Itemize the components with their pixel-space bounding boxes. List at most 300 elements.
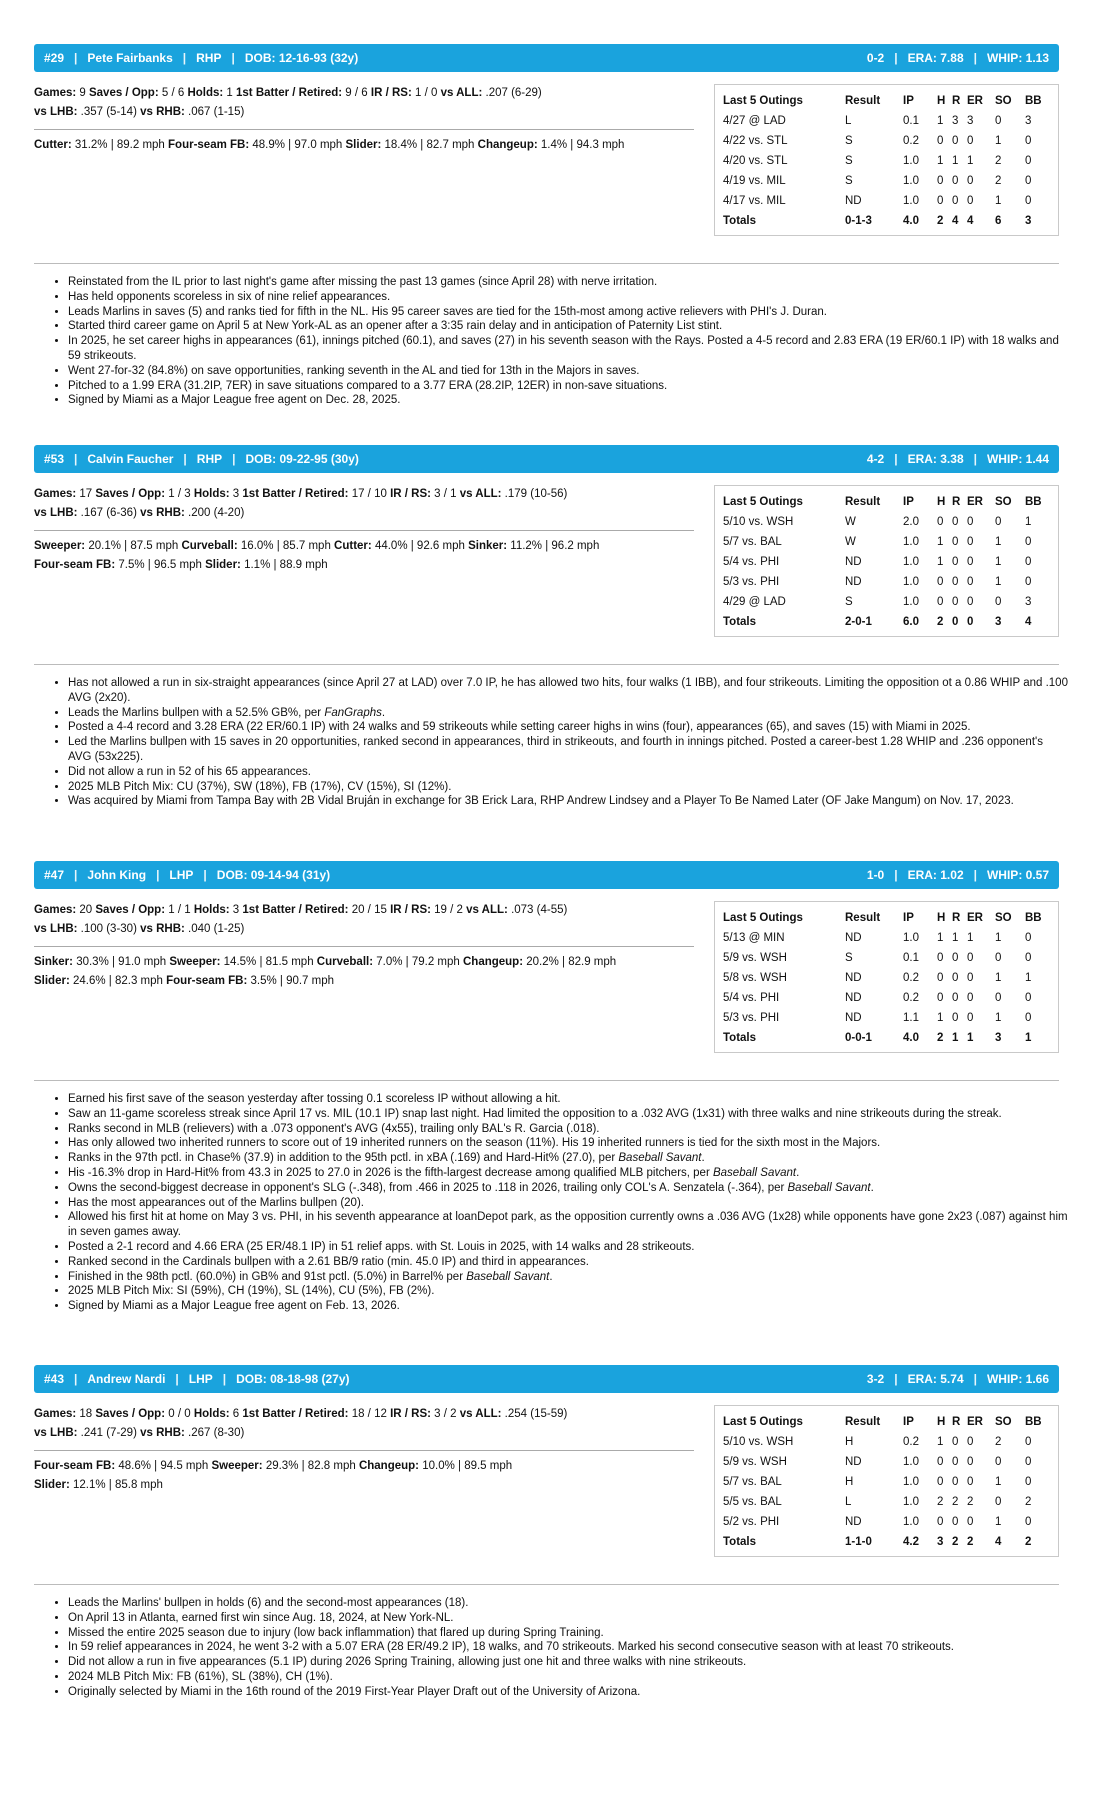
outing-cell: 1 (995, 1476, 1002, 1488)
outing-row (723, 1432, 1050, 1452)
outing-row (723, 1452, 1050, 1472)
stat-label: vs LHB: (34, 106, 78, 118)
stat-label: IR / RS: (390, 488, 431, 500)
player-name: Andrew Nardi (87, 1372, 166, 1386)
note-text: Owns the second-biggest decrease in opponent's SLG (-.348), from .466 in 2025 to .118 in 2026, trailing only COL's A. Senzatela (-.364), per (68, 1181, 788, 1194)
outing-cell: 0 (952, 1436, 959, 1448)
column-header: ER (967, 95, 983, 107)
totals-cell: 3 (995, 616, 1002, 628)
outing-cell: 5/3 vs. PHI (723, 1012, 780, 1024)
column-header: Result (845, 1416, 881, 1428)
totals-cell: 3 (937, 1536, 944, 1548)
pitch-type: Curveball: (181, 540, 238, 552)
outing-cell: 0 (1025, 1012, 1032, 1024)
stat-label: Saves / Opp: (88, 87, 159, 99)
banner-separator: | (894, 868, 898, 882)
outing-cell: 1 (937, 536, 944, 548)
column-header: Last 5 Outings (723, 496, 803, 508)
era-value: ERA: 3.38 (907, 452, 964, 466)
note-item: • Posted a 2-1 record and 4.66 ERA (25 ER/48.1 IP) in 51 relief apps. with St. Louis in 2025, with 14 walks and 28 strikeouts. (68, 1240, 1068, 1255)
totals-cell: 3 (995, 1032, 1002, 1044)
outing-row (723, 191, 1050, 211)
totals-cell: Totals (723, 215, 757, 227)
outing-cell: 2 (952, 1496, 959, 1508)
column-header: Last 5 Outings (723, 95, 803, 107)
outing-row (723, 1472, 1050, 1492)
outing-cell: ND (845, 932, 862, 944)
player-name: Pete Fairbanks (87, 51, 173, 65)
stat-value: .241 (7-29) (77, 1427, 141, 1439)
note-item: • Led the Marlins bullpen with 15 saves in 20 opportunities, ranked second in appearances, third in strikeouts, and fourth in innings pitched. Posted a career-best 1.28 WHIP and .236 opponent's AVG (53x225). (68, 735, 1068, 765)
outing-cell: 0 (967, 556, 974, 568)
outing-cell: 0 (937, 596, 944, 608)
outing-cell: 1.0 (903, 1476, 919, 1488)
note-text: . (701, 1152, 705, 1165)
pitch-usage-velo: 7.0% | 79.2 mph (373, 956, 463, 968)
player-number: #53 (44, 452, 65, 466)
pitch-usage-velo: 1.1% | 88.9 mph (240, 559, 328, 571)
outing-cell: 0 (967, 596, 974, 608)
outing-cell: 0.2 (903, 1436, 919, 1448)
note-item (68, 1181, 1068, 1196)
banner-separator: | (894, 1372, 898, 1386)
outing-cell: 0 (995, 1456, 1002, 1468)
note-text: Finished in the 98th pctl. (60.0%) in GB% and 91st pctl. (5.0%) in Barrel% per (68, 1270, 467, 1283)
outing-cell: 0 (1025, 952, 1032, 964)
note-item: • Leads Marlins in saves (5) and ranks tied for fifth in the NL. His 95 career saves are tied for the 15th-most among active relievers with PHI's J. Duran. (68, 305, 1068, 320)
note-item (68, 1270, 1068, 1285)
era-value: ERA: 1.02 (907, 868, 964, 882)
column-header: BB (1025, 912, 1042, 924)
era-value: ERA: 7.88 (907, 51, 964, 65)
player-banner (34, 861, 1059, 889)
outing-cell: 0 (952, 576, 959, 588)
source-citation: Baseball Savant (466, 1270, 550, 1283)
source-citation: Baseball Savant (712, 1166, 797, 1179)
win-loss-record: 0-2 (866, 51, 885, 65)
banner-separator: | (973, 1372, 977, 1386)
outing-cell: 5/5 vs. BAL (723, 1496, 782, 1508)
outing-cell: 5/7 vs. BAL (723, 536, 782, 548)
note-item: • Signed by Miami as a Major League free agent on Dec. 28, 2025. (68, 393, 1068, 408)
outing-cell: 1 (952, 932, 959, 944)
outing-cell: 0 (967, 516, 974, 528)
stat-value: .100 (3-30) (77, 923, 141, 935)
section-divider (34, 664, 1059, 665)
outing-cell: 0.2 (903, 135, 919, 147)
totals-cell: 2 (937, 616, 944, 628)
totals-cell: 4 (967, 215, 974, 227)
outing-cell: 4/27 @ LAD (723, 115, 786, 127)
last-5-outings-table (714, 1405, 1059, 1557)
outing-row (723, 151, 1050, 171)
pitch-type: Sinker: (34, 956, 73, 968)
section-divider (34, 263, 1059, 264)
outing-cell: ND (845, 1456, 862, 1468)
outing-cell: 3 (952, 115, 959, 127)
note-item: • Earned his first save of the season yesterday after tossing 0.1 scoreless IP without allowing a hit. (68, 1092, 1068, 1107)
outing-cell: 1 (995, 135, 1002, 147)
totals-cell: 4 (1025, 616, 1032, 628)
outing-cell: 0 (995, 115, 1002, 127)
outing-cell: 1.0 (903, 155, 919, 167)
pitch-type: Cutter: (334, 540, 372, 552)
outing-cell: H (845, 1436, 854, 1448)
note-item: • 2025 MLB Pitch Mix: SI (59%), CH (19%), SL (14%), CU (5%), FB (2%). (68, 1284, 1068, 1299)
outing-row (723, 111, 1050, 131)
column-header: H (937, 1416, 946, 1428)
outing-cell: 4/29 @ LAD (723, 596, 786, 608)
banner-separator: | (182, 51, 187, 65)
outing-cell: 1 (937, 1012, 944, 1024)
whip-value: WHIP: 1.66 (986, 1372, 1049, 1386)
outing-cell: 2 (995, 1436, 1002, 1448)
outing-cell: 0.2 (903, 972, 919, 984)
outing-cell: 0 (1025, 1436, 1032, 1448)
outing-cell: W (845, 516, 856, 528)
outing-cell: 5/2 vs. PHI (723, 1516, 780, 1528)
pitch-mix-line (34, 537, 694, 556)
player-dob: DOB: 08-18-98 (27y) (236, 1372, 350, 1386)
outing-cell: 0 (937, 972, 944, 984)
stat-value: 0 / 0 (165, 1408, 194, 1420)
note-item: • Reinstated from the IL prior to last night's game after missing the past 13 games (since April 28) with nerve irritation. (68, 275, 1068, 290)
outing-cell: 0 (1025, 992, 1032, 1004)
note-item: • Did not allow a run in five appearances (5.1 IP) during 2026 Spring Training, allowing just one hit and three walks with nine strikeouts. (68, 1655, 1068, 1670)
stat-label: 1st Batter / Retired: (242, 488, 349, 500)
banner-separator: | (156, 868, 160, 882)
stat-label: vs LHB: (34, 1427, 78, 1439)
stat-label: 1st Batter / Retired: (236, 87, 343, 99)
outing-cell: 5/3 vs. PHI (723, 576, 780, 588)
player-number: #47 (44, 868, 65, 882)
outing-cell: 0 (1025, 135, 1032, 147)
stats-rule (34, 946, 694, 947)
outing-cell: 0 (952, 1476, 959, 1488)
totals-cell: 1 (952, 1032, 959, 1044)
banner-separator: | (973, 452, 977, 466)
banner-separator: | (232, 452, 236, 466)
season-summary (867, 452, 1049, 466)
outing-cell: ND (845, 195, 862, 207)
note-item: • Has held opponents scoreless in six of nine relief appearances. (68, 290, 1068, 305)
stat-value: 1 / 3 (165, 488, 194, 500)
pitch-usage-velo: 48.9% | 97.0 mph (249, 139, 346, 151)
note-text: Leads the Marlins bullpen with a 52.5% GB%, per (68, 706, 325, 719)
totals-cell: 4 (995, 1536, 1002, 1548)
player-throws: RHP (196, 51, 222, 65)
note-item: • Pitched to a 1.99 ERA (31.2IP, 7ER) in save situations compared to a 3.77 ERA (28.2IP, 12ER) in non-save situations. (68, 379, 1068, 394)
totals-cell: 4.0 (903, 1032, 919, 1044)
stat-value: 3 (229, 904, 243, 916)
outing-cell: 5/10 vs. WSH (723, 516, 794, 528)
stat-value: 3 (229, 488, 243, 500)
outing-cell: 1 (937, 932, 944, 944)
outing-cell: S (845, 155, 853, 167)
note-text: . (549, 1270, 553, 1283)
outing-cell: 0 (995, 516, 1002, 528)
totals-cell: 4.0 (903, 215, 919, 227)
outing-cell: 0 (1025, 556, 1032, 568)
outing-cell: 1 (1025, 972, 1032, 984)
outing-cell: 0 (937, 135, 944, 147)
outing-cell: 0 (967, 135, 974, 147)
outing-row (723, 1512, 1050, 1532)
outing-cell: 1 (995, 1012, 1002, 1024)
pitch-mix-line (34, 1457, 694, 1476)
player-notes-fairbanks (52, 275, 1068, 408)
pitch-mix-line (34, 972, 694, 991)
totals-cell: 2-0-1 (845, 616, 872, 628)
outing-cell: 0 (967, 992, 974, 1004)
stat-value: 17 (76, 488, 96, 500)
pitch-type: Sinker: (468, 540, 508, 552)
outing-cell: 0 (1025, 155, 1032, 167)
stat-value: .254 (15-59) (501, 1408, 568, 1420)
stat-value: .040 (1-25) (184, 923, 245, 935)
outing-cell: ND (845, 972, 862, 984)
note-item: • Went 27-for-32 (84.8%) on save opportunities, ranking seventh in the AL and tied for 13th in the Majors in saves. (68, 364, 1068, 379)
outing-cell: 1 (952, 155, 959, 167)
note-item: • 2024 MLB Pitch Mix: FB (61%), SL (38%), CH (1%). (68, 1670, 1068, 1685)
outing-cell: 0 (937, 992, 944, 1004)
outing-row (723, 592, 1050, 612)
note-item: • Leads the Marlins' bullpen in holds (6) and the second-most appearances (18). (68, 1596, 1068, 1611)
column-header: ER (967, 496, 983, 508)
stat-value: .167 (6-36) (77, 507, 141, 519)
totals-row (723, 211, 1050, 231)
column-header: BB (1025, 496, 1042, 508)
pitch-type: Four-seam FB: (168, 139, 250, 151)
stat-value: .200 (4-20) (184, 507, 245, 519)
player-banner (34, 44, 1059, 72)
player-card-fairbanks (34, 44, 1059, 227)
note-item: • On April 13 in Atlanta, earned first win since Aug. 18, 2024, at New York-NL. (68, 1611, 1068, 1626)
outing-cell: ND (845, 1012, 862, 1024)
stats-line (34, 1405, 694, 1424)
totals-cell: 2 (967, 1536, 974, 1548)
pitch-type: Slider: (345, 139, 382, 151)
outing-cell: 0 (952, 1012, 959, 1024)
pitch-usage-velo: 12.1% | 85.8 mph (69, 1479, 163, 1491)
outing-row (723, 171, 1050, 191)
outing-cell: 5/7 vs. BAL (723, 1476, 782, 1488)
outing-cell: 0 (967, 1516, 974, 1528)
outing-cell: 0 (937, 195, 944, 207)
player-number: #43 (44, 1372, 65, 1386)
usage-stats (34, 84, 694, 122)
usage-stats (34, 1405, 694, 1443)
outing-cell: L (845, 115, 852, 127)
player-name: John King (87, 868, 147, 882)
win-loss-record: 1-0 (866, 868, 885, 882)
stat-label: vs ALL: (459, 488, 502, 500)
banner-separator: | (894, 51, 898, 65)
player-card-faucher (34, 445, 1059, 628)
era-value: ERA: 5.74 (907, 1372, 964, 1386)
column-header: Result (845, 496, 881, 508)
stat-value: .357 (5-14) (77, 106, 141, 118)
outing-cell: 4/17 vs. MIL (723, 195, 786, 207)
banner-separator: | (74, 452, 78, 466)
outing-row (723, 131, 1050, 151)
table-header-row (723, 908, 1050, 928)
note-item: • Was acquired by Miami from Tampa Bay with 2B Vidal Bruján in exchange for 3B Erick Lara, RHP Andrew Lindsey and a Player To Be Named Later (OF Jake Mangum) on Nov. 17, 2023. (68, 794, 1068, 809)
outing-cell: ND (845, 556, 862, 568)
section-divider (34, 1080, 1059, 1081)
pitch-mix-line (34, 1476, 694, 1495)
outing-cell: 3 (1025, 115, 1032, 127)
outing-cell: 1 (937, 1436, 944, 1448)
stat-value: 9 (76, 87, 89, 99)
outing-cell: 0 (952, 536, 959, 548)
outing-cell: 0 (952, 556, 959, 568)
outing-cell: 1 (995, 1516, 1002, 1528)
outing-cell: 0 (952, 175, 959, 187)
stat-label: Saves / Opp: (95, 488, 166, 500)
stat-value: .207 (6-29) (482, 87, 542, 99)
pitch-usage-velo: 24.6% | 82.3 mph (69, 975, 167, 987)
note-item: • Signed by Miami as a Major League free agent on Feb. 13, 2026. (68, 1299, 1068, 1314)
totals-cell: Totals (723, 616, 757, 628)
outing-cell: 0 (995, 952, 1002, 964)
outing-cell: 2 (967, 1496, 974, 1508)
stat-value: 1 / 1 (165, 904, 194, 916)
note-item: • Allowed his first hit at home on May 3 vs. PHI, in his seventh appearance at loanDepot park, as the opposition currently owns a .036 AVG (1x28) while opponents have gone 2x23 (.087) against him in seven games away. (68, 1210, 1068, 1240)
outing-cell: 0.2 (903, 992, 919, 1004)
outing-cell: 0 (937, 952, 944, 964)
split-stats-line (34, 920, 694, 939)
pitch-usage-velo: 20.1% | 87.5 mph (85, 540, 182, 552)
column-header: H (937, 496, 946, 508)
stat-value: .267 (8-30) (184, 1427, 245, 1439)
source-citation: Baseball Savant (618, 1152, 702, 1165)
pitch-usage-velo: 18.4% | 82.7 mph (381, 139, 478, 151)
pitch-type: Slider: (34, 1479, 70, 1491)
outing-row (723, 512, 1050, 532)
banner-separator: | (175, 1372, 179, 1386)
totals-cell: 2 (1025, 1536, 1032, 1548)
whip-value: WHIP: 1.44 (986, 452, 1049, 466)
pitch-mix-line (34, 953, 694, 972)
outing-cell: 1.0 (903, 1516, 919, 1528)
stat-label: vs RHB: (140, 106, 185, 118)
outing-cell: S (845, 135, 853, 147)
outing-cell: 2 (995, 175, 1002, 187)
pitch-usage-velo: 20.2% | 82.9 mph (523, 956, 617, 968)
player-notes-nardi (52, 1596, 1068, 1700)
stat-value: 9 / 6 (342, 87, 371, 99)
player-number: #29 (44, 51, 65, 65)
note-text: Ranks in the 97th pctl. in Chase% (37.9) in addition to the 95th pctl. in xBA (.169) and Hard-Hit% (27.0), per (68, 1152, 619, 1165)
outing-cell: 0 (1025, 576, 1032, 588)
stats-rule (34, 129, 694, 130)
outing-cell: 0 (995, 1496, 1002, 1508)
usage-stats (34, 901, 694, 939)
outing-cell: 0 (967, 1012, 974, 1024)
totals-cell: 0-0-1 (845, 1032, 872, 1044)
note-item: • Posted a 4-4 record and 3.28 ERA (22 ER/60.1 IP) with 24 walks and 59 strikeouts while setting career highs in wins (four), appearances (65), and saves (15) with Miami in 2025. (68, 720, 1068, 735)
table-header-row (723, 1412, 1050, 1432)
stat-value: 20 (76, 904, 96, 916)
outing-cell: 2 (937, 1496, 944, 1508)
split-stats-line (34, 103, 694, 122)
pitch-usage-velo: 1.4% | 94.3 mph (537, 139, 625, 151)
pitch-type: Sweeper: (169, 956, 221, 968)
player-notes-faucher (52, 676, 1068, 809)
outing-cell: 2 (1025, 1496, 1032, 1508)
stat-label: Holds: (193, 1408, 230, 1420)
outing-cell: 5/10 vs. WSH (723, 1436, 794, 1448)
outing-cell: 0 (967, 1456, 974, 1468)
stat-value: 6 (229, 1408, 243, 1420)
outing-cell: 4/20 vs. STL (723, 155, 788, 167)
pitch-type: Sweeper: (211, 1460, 263, 1472)
totals-cell: Totals (723, 1536, 757, 1548)
note-item: • Ranked second in the Cardinals bullpen with a 2.61 BB/9 ratio (min. 45.0 IP) and third in appearances. (68, 1255, 1068, 1270)
outing-cell: 5/8 vs. WSH (723, 972, 787, 984)
stat-value: 19 / 2 (430, 904, 467, 916)
outing-cell: 2.0 (903, 516, 919, 528)
outing-row (723, 988, 1050, 1008)
outing-cell: 4/19 vs. MIL (723, 175, 786, 187)
outing-row (723, 1008, 1050, 1028)
outing-cell: ND (845, 576, 862, 588)
totals-cell: 1 (967, 1032, 974, 1044)
outing-cell: 3 (967, 115, 974, 127)
note-item (68, 706, 1068, 721)
banner-separator: | (973, 868, 977, 882)
outing-cell: ND (845, 1516, 862, 1528)
column-header: R (952, 1416, 961, 1428)
pitch-usage-velo: 48.6% | 94.5 mph (115, 1460, 212, 1472)
stat-value: .179 (10-56) (501, 488, 568, 500)
note-item: • 2025 MLB Pitch Mix: CU (37%), SW (18%), FB (17%), CV (15%), SI (12%). (68, 780, 1068, 795)
pitch-type: Four-seam FB: (34, 1460, 116, 1472)
stat-value: 20 / 15 (348, 904, 391, 916)
stat-label: Holds: (193, 488, 230, 500)
usage-stats (34, 485, 694, 523)
win-loss-record: 3-2 (866, 1372, 885, 1386)
stat-value: 18 / 12 (348, 1408, 391, 1420)
outing-cell: 5/9 vs. WSH (723, 1456, 787, 1468)
stat-label: IR / RS: (390, 904, 431, 916)
outing-cell: 1 (995, 536, 1002, 548)
pitch-usage-velo: 16.0% | 85.7 mph (237, 540, 335, 552)
banner-separator: | (74, 868, 78, 882)
pitch-usage-velo: 11.2% | 96.2 mph (507, 540, 600, 552)
totals-cell: 1 (1025, 1032, 1032, 1044)
outing-cell: 5/4 vs. PHI (723, 556, 780, 568)
source-citation: Baseball Savant (787, 1181, 871, 1194)
column-header: IP (903, 95, 914, 107)
outing-cell: 0 (937, 1456, 944, 1468)
stat-label: vs LHB: (34, 923, 78, 935)
note-text: His -16.3% drop in Hard-Hit% from 43.3 in 2025 to 27.0 in 2026 is the fifth-largest decrease among qualified MLB pitchers, per (68, 1166, 713, 1179)
stat-value: .073 (4-55) (507, 904, 568, 916)
totals-cell: 1-1-0 (845, 1536, 872, 1548)
stat-label: vs RHB: (140, 923, 185, 935)
outing-cell: 5/9 vs. WSH (723, 952, 787, 964)
outing-cell: 1 (937, 115, 944, 127)
stat-label: Holds: (187, 87, 224, 99)
totals-cell: 2 (952, 1536, 959, 1548)
column-header: IP (903, 1416, 914, 1428)
totals-cell: 0 (952, 616, 959, 628)
outing-cell: 0 (952, 195, 959, 207)
outing-cell: S (845, 175, 853, 187)
last-5-outings-table (714, 901, 1059, 1053)
